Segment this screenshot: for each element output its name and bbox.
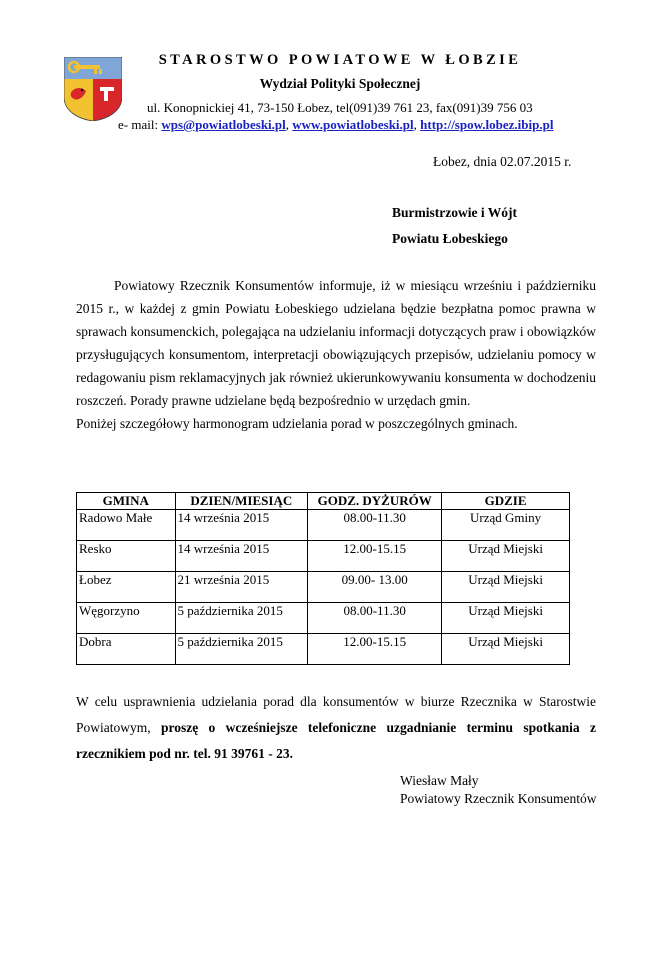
department-name: Wydział Polityki Społecznej [259, 76, 421, 91]
column-header-date: DZIEN/MIESIĄC [175, 493, 308, 510]
closing-request: proszę o wcześniejsze telefoniczne uzgadnianie terminu spotkania z rzecznikiem pod nr. tel. 91 39761 - 23. [76, 720, 596, 761]
email-prefix: e- mail: [118, 117, 162, 132]
recipient-line-2: Powiatu Łobeskiego [392, 231, 508, 246]
letter-date: Łobez, dnia 02.07.2015 r. [433, 154, 572, 169]
signatory-name: Wiesław Mały [400, 773, 479, 788]
cell-gmina: Radowo Małe [77, 510, 176, 541]
cell-date: 21 września 2015 [175, 572, 308, 603]
cell-place: Urząd Gminy [442, 510, 570, 541]
cell-date: 5 października 2015 [175, 634, 308, 665]
letter-body [76, 274, 596, 435]
cell-place: Urząd Miejski [442, 634, 570, 665]
table-row [77, 572, 570, 603]
cell-place: Urząd Miejski [442, 541, 570, 572]
body-paragraph-1: Powiatowy Rzecznik Konsumentów informuje, iż w miesiącu wrześniu i październiku 2015 r., w każdej z gmin Powiatu Łobeskiego udzielana będzie bezpłatna pomoc prawna w sprawach konsumenckich, polegająca na udzielaniu informacji dotyczących praw i obowiązków przysługujących konsumentom, interpretacji obowiązujących przepisów, udzielaniu pomocy w redagowaniu pism reklamacyjnych jak również ukierunkowywaniu konsumenta w dochodzeniu roszczeń. Porady prawne udzielane będą bezpośrednio w urzędach gmin. [76, 278, 596, 408]
separator: , [285, 117, 293, 132]
table-row [77, 634, 570, 665]
table-header-row [77, 493, 570, 510]
website-link[interactable]: www.powiatlobeski.pl [292, 117, 414, 132]
cell-gmina: Łobez [77, 572, 176, 603]
cell-gmina: Resko [77, 541, 176, 572]
recipient-line-1: Burmistrzowie i Wójt [392, 205, 517, 220]
closing-text: W celu usprawnienia udzielania porad dla konsumentów w biurze Rzecznika w Starostwie Powiatowym, [76, 694, 596, 735]
cell-hours: 12.00-15.15 [308, 541, 442, 572]
column-header-place: GDZIE [442, 493, 570, 510]
cell-date: 14 września 2015 [175, 510, 308, 541]
contact-line [118, 117, 553, 133]
office-title: STAROSTWO POWIATOWE W ŁOBZIE [158, 52, 522, 68]
table-row [77, 510, 570, 541]
signatory-title: Powiatowy Rzecznik Konsumentów [400, 791, 597, 806]
table-row [77, 603, 570, 634]
cell-hours: 08.00-11.30 [308, 510, 442, 541]
cell-gmina: Dobra [77, 634, 176, 665]
closing-paragraph [76, 689, 596, 767]
schedule-table [76, 492, 570, 665]
cell-date: 14 września 2015 [175, 541, 308, 572]
cell-date: 5 października 2015 [175, 603, 308, 634]
cell-hours: 12.00-15.15 [308, 634, 442, 665]
column-header-gmina: GMINA [77, 493, 176, 510]
cell-place: Urząd Miejski [442, 603, 570, 634]
column-header-hours: GODZ. DYŻURÓW [308, 493, 442, 510]
table-row [77, 541, 570, 572]
separator: , [413, 117, 421, 132]
email-link[interactable]: wps@powiatlobeski.pl [161, 117, 286, 132]
body-paragraph-2: Poniżej szczegółowy harmonogram udzielania porad w poszczególnych gminach. [76, 416, 518, 431]
cell-hours: 09.00- 13.00 [308, 572, 442, 603]
office-address: ul. Konopnickiej 41, 73-150 Łobez, tel(091)39 761 23, fax(091)39 756 03 [147, 100, 533, 115]
cell-gmina: Węgorzyno [77, 603, 176, 634]
cell-hours: 08.00-11.30 [308, 603, 442, 634]
bip-link[interactable]: http://spow.lobez.ibip.pl [420, 117, 554, 132]
cell-place: Urząd Miejski [442, 572, 570, 603]
